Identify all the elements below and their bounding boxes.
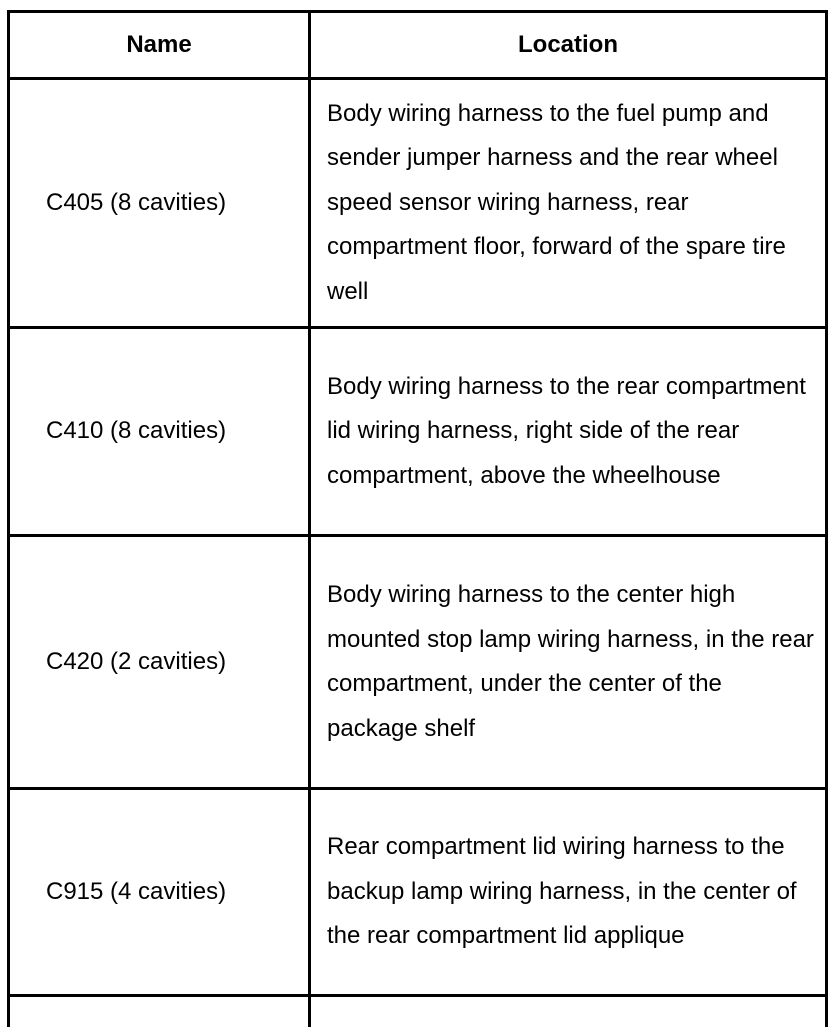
column-header-location: Location [310,12,827,79]
table-row-partial [9,996,827,1027]
connector-location-cell: Body wiring harness to the rear compartment lid wiring harness, right side of the rear compartment, above the wheelhouse [310,328,827,536]
connector-table-container [7,10,825,1027]
connector-name-cell: C405 (8 cavities) [9,79,310,328]
connector-name-cell: C410 (8 cavities) [9,328,310,536]
connector-location-cell: Rear compartment lid wiring harness to the backup lamp wiring harness, in the center of the rear compartment lid applique [310,789,827,996]
table-row [9,79,827,328]
connector-location-cell-empty [310,996,827,1027]
connector-location-cell: Body wiring harness to the center high mounted stop lamp wiring harness, in the rear compartment, under the center of the package shelf [310,536,827,789]
table-row [9,328,827,536]
connector-location-table [7,10,828,1027]
column-header-name: Name [9,12,310,79]
table-header-row [9,12,827,79]
connector-location-cell: Body wiring harness to the fuel pump and sender jumper harness and the rear wheel speed sensor wiring harness, rear compartment floor, forward of the spare tire well [310,79,827,328]
connector-name-cell: C420 (2 cavities) [9,536,310,789]
table-row [9,536,827,789]
table-row [9,789,827,996]
connector-name-cell: C915 (4 cavities) [9,789,310,996]
connector-name-cell-empty [9,996,310,1027]
